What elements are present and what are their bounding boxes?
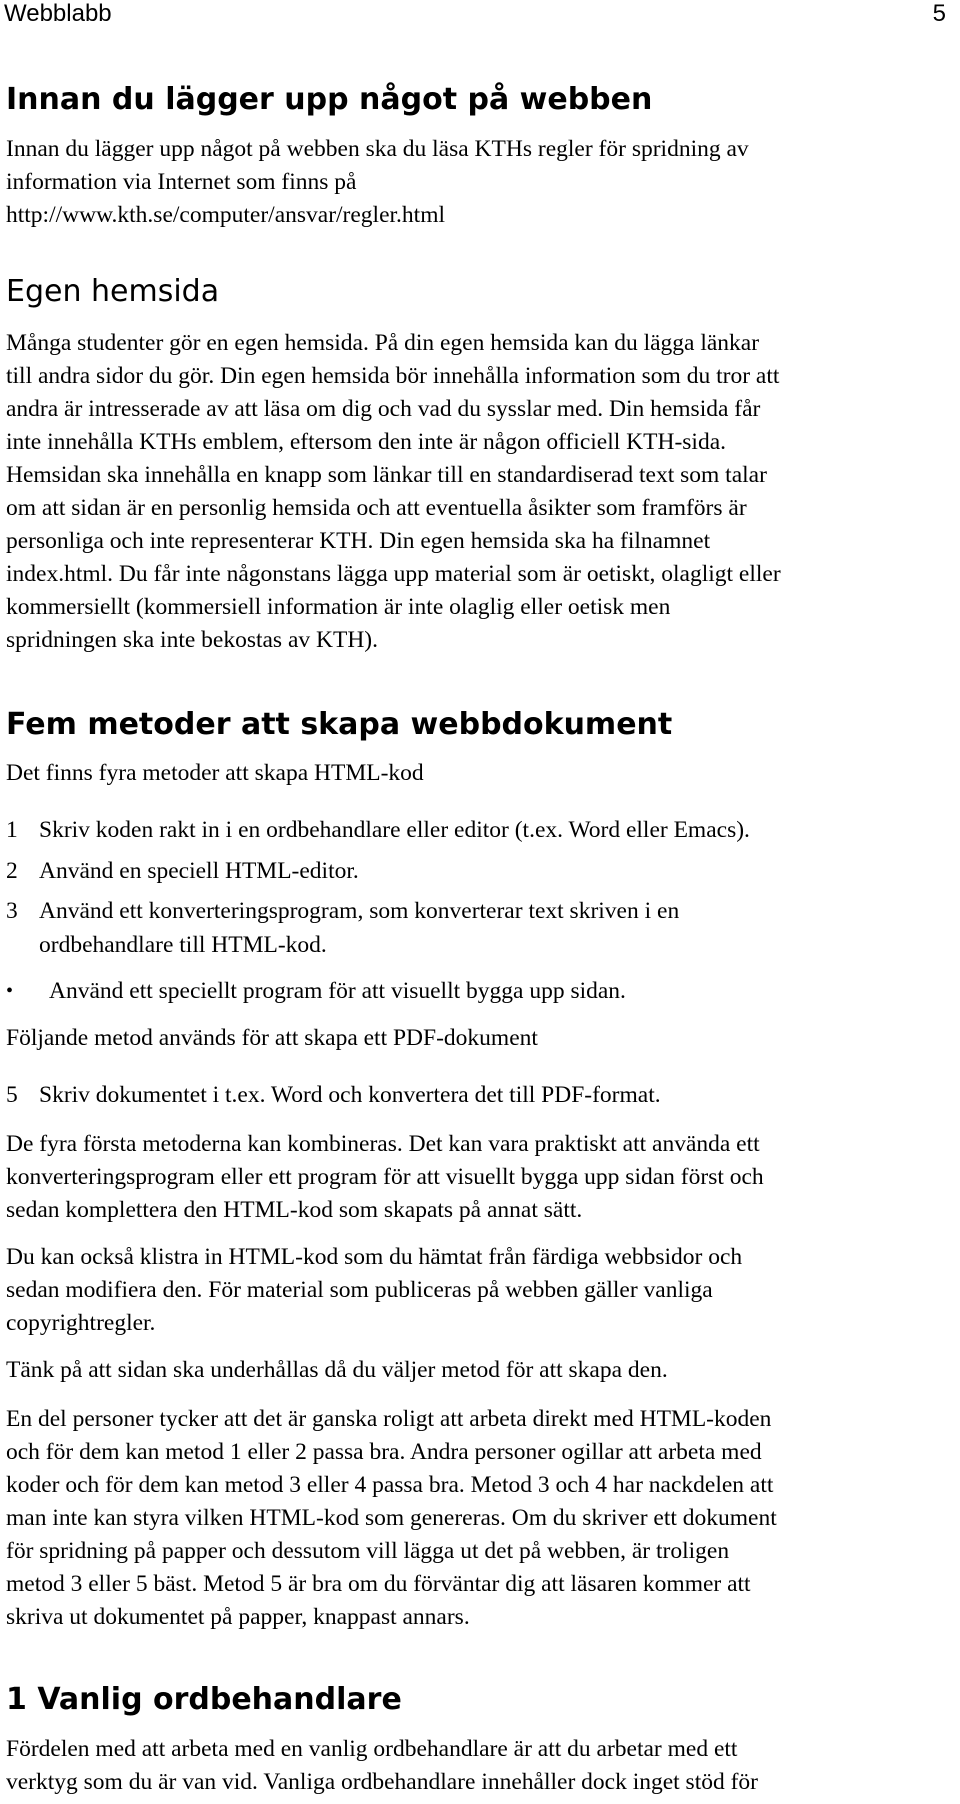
running-header-title: Webblabb [4, 0, 112, 27]
list-marker: 2 [6, 858, 18, 884]
text-line: information via Internet som finns på [6, 169, 357, 195]
list-item-text: Skriv dokumentet i t.ex. Word och konvertera det till PDF-format. [39, 1082, 661, 1108]
heading-vanlig-ordbehandlare: 1 Vanlig ordbehandlare [6, 1682, 402, 1717]
text-line: De fyra första metoderna kan kombineras. Det kan vara praktiskt att använda ett [6, 1131, 760, 1157]
list-item-text: ordbehandlare till HTML-kod. [39, 932, 327, 958]
list-item-text: Använd ett konverteringsprogram, som konverterar text skriven i en [39, 898, 680, 924]
text-line: index.html. Du får inte någonstans lägga upp material som är oetiskt, olagligt eller [6, 561, 781, 587]
heading-fem-metoder: Fem metoder att skapa webbdokument [6, 707, 673, 742]
text-line: Du kan också klistra in HTML-kod som du hämtat från färdiga webbsidor och [6, 1244, 743, 1270]
heading-egen-hemsida: Egen hemsida [6, 274, 220, 309]
text-line: andra är intresserade av att läsa om dig och vad du sysslar med. Din hemsida får [6, 396, 761, 422]
text-line: En del personer tycker att det är ganska roligt att arbeta direkt med HTML-koden [6, 1406, 772, 1432]
text-line: Många studenter gör en egen hemsida. På din egen hemsida kan du lägga länkar [6, 330, 760, 356]
list-item-text: Använd en speciell HTML-editor. [39, 858, 359, 884]
text-line: och för dem kan metod 1 eller 2 passa bra. Andra personer ogillar att arbeta med [6, 1439, 762, 1465]
text-line: Tänk på att sidan ska underhållas då du väljer metod för att skapa den. [6, 1357, 668, 1383]
paragraph-egen-hemsida [6, 327, 956, 657]
running-header [4, 0, 946, 30]
text-line: verktyg som du är van vid. Vanliga ordbehandlare innehåller dock inget stöd för [6, 1769, 759, 1795]
text-line: man inte kan styra vilken HTML-kod som genereras. Om du skriver ett dokument [6, 1505, 777, 1531]
heading-innan: Innan du lägger upp något på webben [6, 82, 653, 117]
text-line: konverteringsprogram eller ett program för att visuellt bygga upp sidan först och [6, 1164, 764, 1190]
page-number: 5 [932, 0, 946, 27]
list-marker: 1 [6, 817, 18, 843]
text-line: Innan du lägger upp något på webben ska du läsa KTHs regler för spridning av [6, 136, 749, 162]
paragraph-fem-intro [6, 757, 956, 790]
text-line: Det finns fyra metoder att skapa HTML-kod [6, 760, 424, 786]
paragraph-personer [6, 1403, 956, 1634]
paragraph-underhallas [6, 1354, 956, 1387]
text-line: skriva ut dokumentet på papper, knappast annars. [6, 1604, 470, 1630]
text-line: copyrightregler. [6, 1310, 156, 1336]
paragraph-pdf-intro [6, 1022, 956, 1055]
list-marker: 3 [6, 898, 18, 924]
list-marker: 5 [6, 1082, 18, 1108]
text-line: http://www.kth.se/computer/ansvar/regler.html [6, 202, 446, 228]
paragraph-vanlig [6, 1733, 956, 1799]
text-line: Följande metod används för att skapa ett PDF-dokument [6, 1025, 538, 1051]
text-line: sedan komplettera den HTML-kod som skapats på annat sätt. [6, 1197, 583, 1223]
text-line: personliga och inte representerar KTH. Din egen hemsida ska ha filnamnet [6, 528, 711, 554]
paragraph-kombineras [6, 1128, 956, 1227]
list-item-text: Skriv koden rakt in i en ordbehandlare eller editor (t.ex. Word eller Emacs). [39, 817, 750, 843]
text-line: inte innehålla KTHs emblem, eftersom den inte är någon officiell KTH-sida. [6, 429, 727, 455]
text-line: sedan modifiera den. För material som publiceras på webben gäller vanliga [6, 1277, 713, 1303]
text-line: Hemsidan ska innehålla en knapp som länkar till en standardiserad text som talar [6, 462, 767, 488]
list-item-text: Använd ett speciellt program för att visuellt bygga upp sidan. [49, 978, 626, 1004]
text-line: till andra sidor du gör. Din egen hemsida bör innehålla information som du tror att [6, 363, 780, 389]
bullet-icon: • [6, 980, 14, 1002]
text-line: koder och för dem kan metod 3 eller 4 passa bra. Metod 3 och 4 har nackdelen att [6, 1472, 774, 1498]
text-line: för spridning på papper och dessutom vill lägga ut det på webben, är troligen [6, 1538, 730, 1564]
paragraph-innan [6, 133, 956, 232]
text-line: Fördelen med att arbeta med en vanlig ordbehandlare är att du arbetar med ett [6, 1736, 738, 1762]
text-line: kommersiellt (kommersiell information är inte olaglig eller oetisk men [6, 594, 671, 620]
text-line: spridningen ska inte bekostas av KTH). [6, 627, 379, 653]
paragraph-klistra [6, 1241, 956, 1340]
text-line: metod 3 eller 5 bäst. Metod 5 är bra om du förväntar dig att läsaren kommer att [6, 1571, 751, 1597]
text-line: om att sidan är en personlig hemsida och att eventuella åsikter som framförs är [6, 495, 747, 521]
